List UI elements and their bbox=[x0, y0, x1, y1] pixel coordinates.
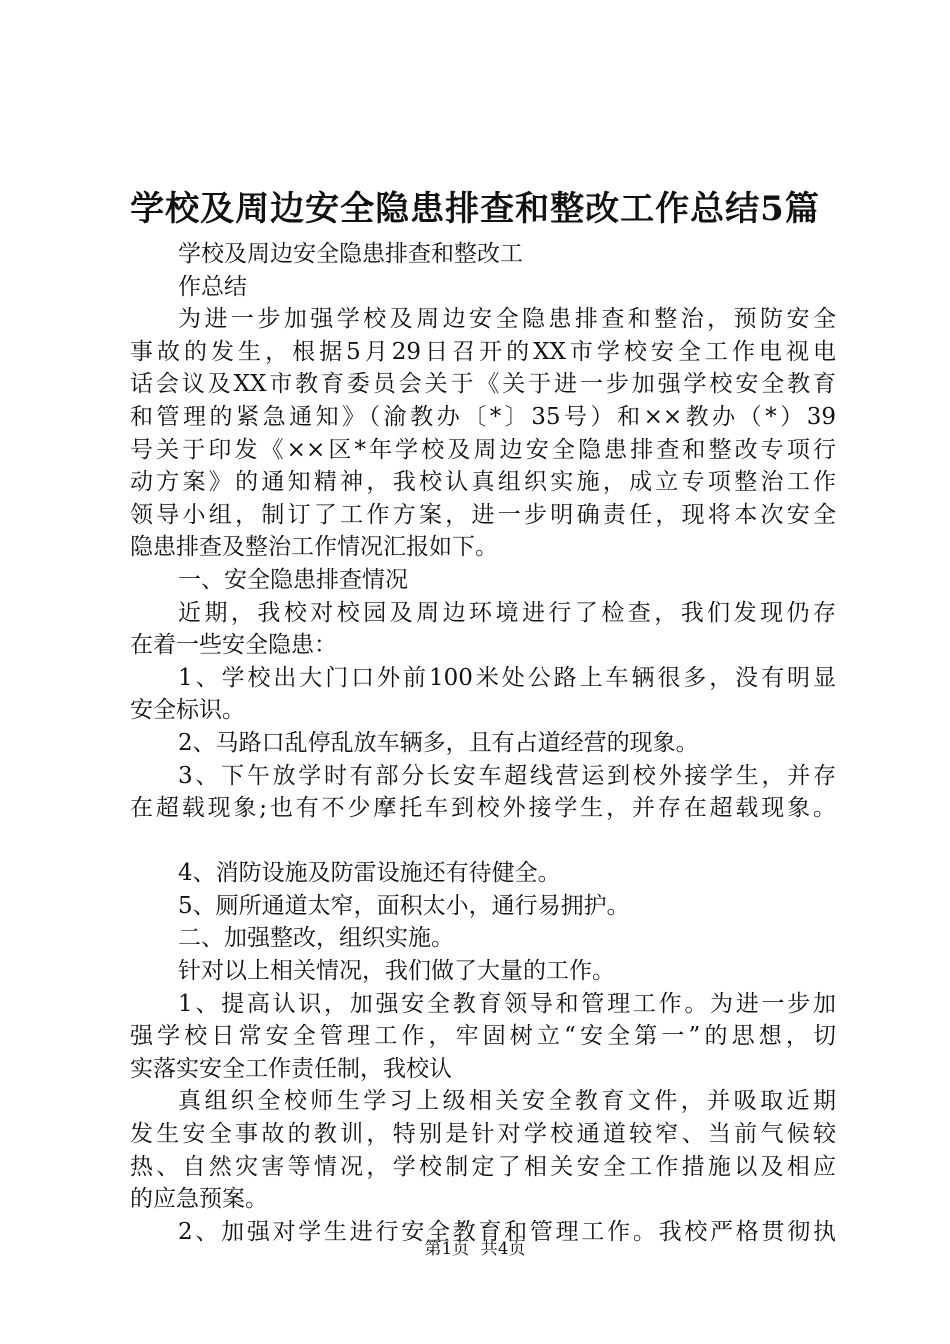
text-line: 作总结 bbox=[178, 273, 247, 300]
text-line: 动方案》的通知精神，我校认真组织实施，成立专项整治工作 bbox=[130, 469, 836, 496]
text-line: 领导小组，制订了工作方案，进一步明确责任，现将本次安全 bbox=[130, 501, 836, 528]
text-line: 隐患排查及整治工作情况汇报如下。 bbox=[130, 534, 498, 561]
text-line: 实落实安全工作责任制，我校认 bbox=[130, 1055, 452, 1082]
text-line: 和管理的紧急通知》（渝教办〔*〕35号）和××教办（*）39 bbox=[130, 403, 836, 430]
text-line: 在超载现象;也有不少摩托车到校外接学生，并存在超载现象。 bbox=[130, 795, 836, 822]
text-line bbox=[130, 825, 836, 858]
page-number: 第1页 bbox=[424, 1239, 470, 1259]
text-line: 2、马路口乱停乱放车辆多，且有占道经营的现象。 bbox=[178, 729, 699, 756]
text-line: 2、加强对学生进行安全教育和管理工作。我校严格贯彻执 bbox=[178, 1218, 836, 1245]
text-line: 事故的发生，根据5月29日召开的XX市学校安全工作电视电 bbox=[130, 338, 836, 365]
text-line: 近期，我校对校园及周边环境进行了检查，我们发现仍存 bbox=[178, 599, 836, 626]
text-line: 发生安全事故的教训，特别是针对学校通道较窄、当前气候较 bbox=[130, 1121, 836, 1148]
document-title: 学校及周边安全隐患排查和整改工作总结5篇 bbox=[130, 189, 820, 229]
text-line: 二、加强整改，组织实施。 bbox=[178, 925, 454, 952]
text-line: 一、安全隐患排查情况 bbox=[178, 566, 408, 593]
page-footer bbox=[0, 1237, 950, 1261]
text-line: 强学校日常安全管理工作，牢固树立“安全第一”的思想，切 bbox=[130, 1023, 836, 1050]
text-line: 学校及周边安全隐患排查和整改工 bbox=[178, 241, 523, 267]
text-line: 真组织全校师生学习上级相关安全教育文件，并吸取近期 bbox=[178, 1088, 836, 1115]
text-line: 安全标识。 bbox=[130, 697, 245, 724]
text-line: 5、厕所通道太窄，面积太小，通行易拥护。 bbox=[178, 892, 630, 919]
text-line: 为进一步加强学校及周边安全隐患排查和整治，预防安全 bbox=[178, 306, 836, 333]
text-line: 1、提高认识，加强安全教育领导和管理工作。为进一步加 bbox=[178, 990, 836, 1017]
text-line: 4、消防设施及防雷设施还有待健全。 bbox=[178, 860, 561, 887]
text-line: 针对以上相关情况，我们做了大量的工作。 bbox=[178, 958, 615, 985]
text-line: 在着一些安全隐患： bbox=[130, 632, 337, 659]
document-body bbox=[130, 238, 836, 1248]
text-line: 号关于印发《××区*年学校及周边安全隐患排查和整改专项行 bbox=[130, 436, 836, 463]
text-line: 3、下午放学时有部分长安车超线营运到校外接学生，并存 bbox=[178, 762, 836, 789]
text-line: 热、自然灾害等情况，学校制定了相关安全工作措施以及相应 bbox=[130, 1153, 836, 1180]
page-total: 共4页 bbox=[480, 1239, 526, 1259]
text-line: 1、学校出大门口外前100米处公路上车辆很多，没有明显 bbox=[178, 664, 836, 691]
text-line: 话会议及XX市教育委员会关于《关于进一步加强学校安全教育 bbox=[130, 371, 836, 398]
text-line: 的应急预案。 bbox=[130, 1186, 268, 1213]
